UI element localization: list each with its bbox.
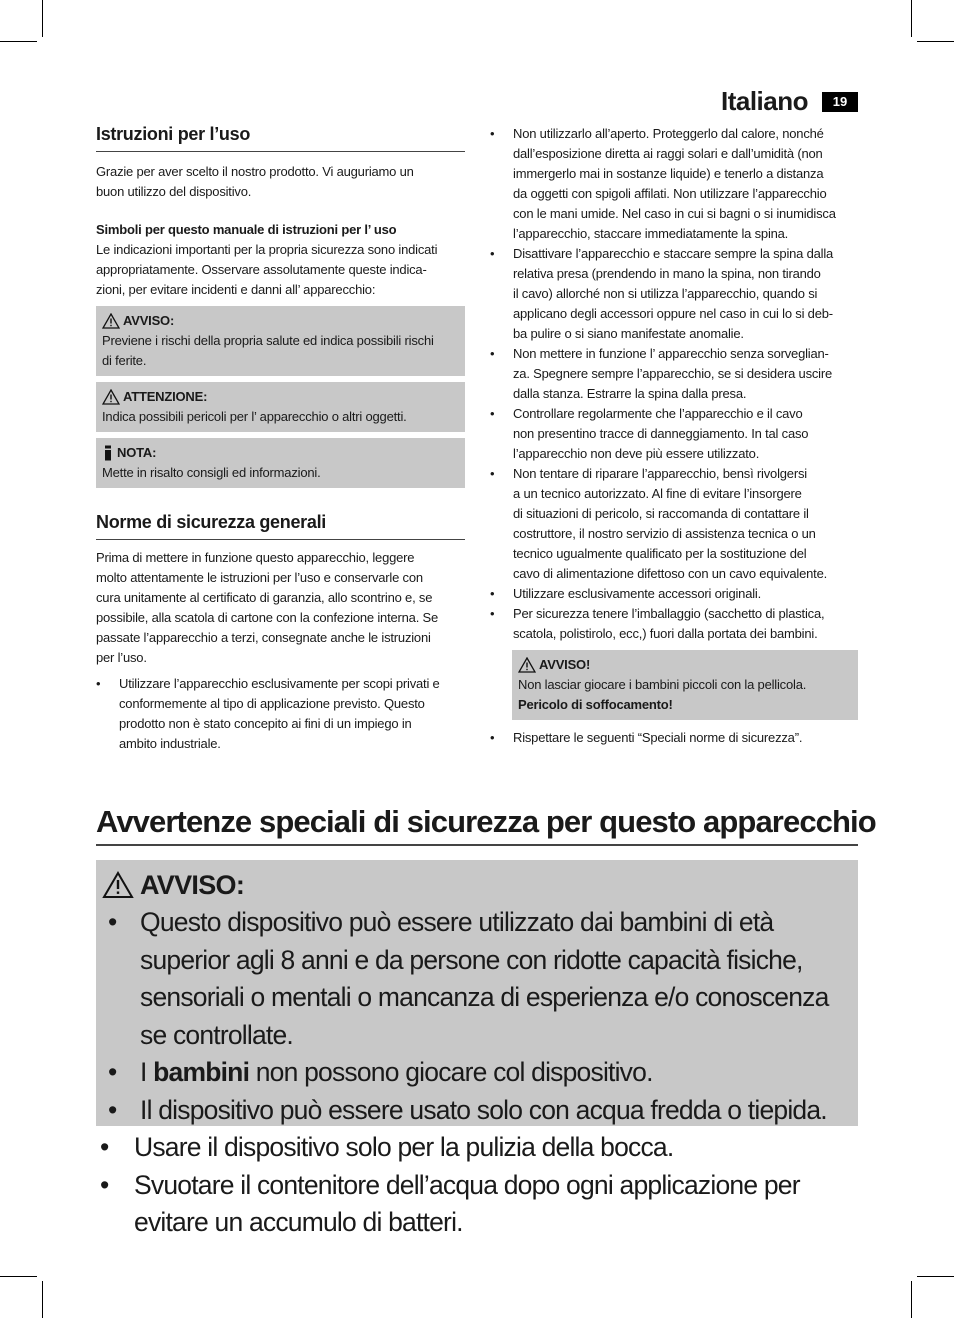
text-line: • Questo dispositivo può essere utilizzato dai bambini di età bbox=[140, 907, 774, 937]
intro-text bbox=[96, 162, 465, 202]
notice-title: AVVISO! bbox=[539, 657, 591, 672]
warning-triangle-icon bbox=[102, 389, 120, 405]
text-line: relativa presa (prendendo in mano la spina, non tirando bbox=[513, 266, 821, 281]
crop-mark bbox=[0, 41, 37, 42]
right-column bbox=[490, 124, 858, 748]
text-line: passate l’apparecchio a terzi, consegnate anche le istruzioni bbox=[96, 630, 431, 645]
text-line: • Non tentare di riparare l’apparecchio, bensì rivolgersi bbox=[513, 466, 807, 481]
list-item bbox=[490, 604, 858, 644]
text-line: possibile, alla scatola di cartone con la confezione interna. Se bbox=[96, 610, 439, 625]
info-icon bbox=[102, 445, 114, 461]
text-line: da oggetti con spigoli affilati. Non utilizzare l’apparecchio bbox=[513, 186, 827, 201]
text-line: appropriatamente. Osservare assolutamente queste indica- bbox=[96, 262, 427, 277]
crop-mark bbox=[42, 1281, 43, 1318]
text-line: cura unitamente al certificato di garanzia, allo scontrino e, se bbox=[96, 590, 433, 605]
text-line: l’apparecchio non deve più essere utilizzato. bbox=[513, 446, 760, 461]
notice-attenzione bbox=[96, 382, 465, 432]
text-line: con le mani umide. Nel caso in cui si bagni o si inumidisca bbox=[513, 206, 836, 221]
text-line: ambito industriale. bbox=[119, 736, 221, 751]
text-line: Mette in risalto consigli ed informazioni. bbox=[102, 465, 321, 480]
symbols-title: Simboli per questo manuale di istruzioni per l’ uso bbox=[96, 222, 397, 237]
text-line: per l’uso. bbox=[96, 650, 147, 665]
left-column bbox=[96, 124, 465, 754]
warning-title: AVVISO: bbox=[140, 869, 245, 900]
crop-mark bbox=[911, 0, 912, 37]
list-item bbox=[490, 124, 858, 244]
notice-nota bbox=[96, 438, 465, 488]
text-line: evitare un accumulo di batteri. bbox=[134, 1207, 463, 1237]
text-line: Pericolo di soffocamento! bbox=[518, 697, 673, 712]
list-item bbox=[490, 344, 858, 404]
text-line: zioni, per evitare incidenti e danni all’ apparecchio: bbox=[96, 282, 376, 297]
text-line: costruttore, il nostro servizio di assistenza tecnica o un bbox=[513, 526, 816, 541]
crop-mark bbox=[917, 1276, 954, 1277]
warning-triangle-icon bbox=[518, 657, 536, 673]
text-line: cavo di alimentazione difettoso con un cavo equivalente. bbox=[513, 566, 828, 581]
list-item: • Usare il dispositivo solo per la pulizia della bocca. bbox=[96, 1129, 858, 1167]
list-item bbox=[490, 464, 858, 584]
text-line: • Non mettere in funzione l’ apparecchio senza sorveglian- bbox=[513, 346, 829, 361]
text-line: • Disattivare l’apparecchio e staccare sempre la spina dalla bbox=[513, 246, 834, 261]
text-span: non possono giocare col dispositivo. bbox=[249, 1057, 653, 1087]
text-line: applicano degli accessori oppure nel caso in cui lo si deb- bbox=[513, 306, 833, 321]
text-line: dall’esposizione diretta ai raggi solari e dall’umidità (non bbox=[513, 146, 823, 161]
special-warning-box bbox=[96, 860, 858, 1126]
text-line: Indica possibili pericoli per l’ apparecchio o altri oggetti. bbox=[102, 409, 407, 424]
text-line: l’apparecchio, staccare immediatamente la spina. bbox=[513, 226, 789, 241]
text-line: buon utilizzo del dispositivo. bbox=[96, 184, 252, 199]
text-line: Grazie per aver scelto il nostro prodotto. Vi auguriamo un bbox=[96, 164, 414, 179]
list-item bbox=[96, 1167, 858, 1242]
special-bullets bbox=[96, 1129, 858, 1242]
notice-avviso-soffocamento bbox=[512, 650, 858, 720]
language-heading: Italiano bbox=[720, 86, 808, 116]
crop-mark bbox=[911, 1281, 912, 1318]
text-line: di ferite. bbox=[102, 353, 147, 368]
notice-avviso bbox=[96, 306, 465, 376]
crop-mark bbox=[917, 41, 954, 42]
text-line: immergerlo mai in sostanze liquide) e tenerlo a distanza bbox=[513, 166, 824, 181]
notice-title: NOTA: bbox=[117, 445, 157, 460]
section-title-norme: Norme di sicurezza generali bbox=[96, 512, 465, 540]
text-line: • Utilizzare esclusivamente accessori originali. bbox=[513, 586, 762, 601]
symbols-text bbox=[96, 240, 465, 300]
text-line: a un tecnico autorizzato. Al fine di evitare l’insorgere bbox=[513, 486, 802, 501]
text-line: tecnico ugualmente qualificato per la sostituzione del bbox=[513, 546, 807, 561]
warning-triangle-icon bbox=[102, 313, 120, 329]
general-text bbox=[96, 548, 465, 668]
page-number: 19 bbox=[822, 92, 858, 112]
text-span: I bbox=[140, 1057, 154, 1087]
text-line: scatola, polistirolo, ecc,) fuori dalla portata dei bambini. bbox=[513, 626, 818, 641]
text-line: il cavo) allorché non si utilizza l’apparecchio, quando si bbox=[513, 286, 818, 301]
text-line: • Per sicurezza tenere l’imballaggio (sacchetto di plastica, bbox=[513, 606, 825, 621]
text-line: non presentino tracce di danneggiamento. In tal caso bbox=[513, 426, 809, 441]
text-line: di situazioni di pericolo, si raccomanda di contattare il bbox=[513, 506, 809, 521]
crop-mark bbox=[0, 1276, 37, 1277]
text-line: Non lasciar giocare i bambini piccoli con la pellicola. bbox=[518, 677, 807, 692]
crop-mark bbox=[42, 0, 43, 37]
text-line: Previene i rischi della propria salute ed indica possibili rischi bbox=[102, 333, 434, 348]
list-item bbox=[490, 244, 858, 344]
text-line: • Svuotare il contenitore dell’acqua dopo ogni applicazione per bbox=[134, 1169, 800, 1200]
text-line: se controllate. bbox=[140, 1019, 293, 1050]
text-line: za. Spegnere sempre l’apparecchio, se si desidera uscire bbox=[513, 366, 833, 381]
notice-title: ATTENZIONE: bbox=[123, 389, 208, 404]
text-line: • Non utilizzarlo all’aperto. Proteggerlo dal calore, nonché bbox=[513, 126, 824, 141]
text-line: • Controllare regolarmente che l’apparecchio e il cavo bbox=[513, 406, 803, 421]
list-item: • Rispettare le seguenti “Speciali norme di sicurezza”. bbox=[490, 728, 858, 748]
list-item bbox=[490, 404, 858, 464]
section-title-istruzioni: Istruzioni per l’uso bbox=[96, 124, 465, 152]
warning-triangle-icon bbox=[102, 871, 134, 899]
special-section-title: Avvertenze speciali di sicurezza per questo apparecchio bbox=[96, 804, 858, 846]
text-line: ba pulire o si siano manifestate anomalie. bbox=[513, 326, 744, 341]
text-line: prodotto non è stato concepito ai fini di un impiego in bbox=[119, 716, 412, 731]
list-item bbox=[96, 674, 465, 754]
text-line: • Utilizzare l’apparecchio esclusivamente per scopi privati e bbox=[119, 676, 440, 691]
list-item bbox=[102, 904, 852, 1054]
text-line: superior agli 8 anni e da persone con ridotte capacità fisiche, bbox=[140, 944, 803, 975]
text-line: Le indicazioni importanti per la propria sicurezza sono indicati bbox=[96, 242, 438, 257]
text-line: sensoriali o mentali o mancanza di esperienza e/o conoscenza bbox=[140, 982, 829, 1012]
text-line: molto attentamente le istruzioni per l’uso e conservarle con bbox=[96, 570, 423, 585]
bold-text: bambini bbox=[153, 1057, 250, 1087]
text-line: dalla stanza. Estrarre la spina dalla presa. bbox=[513, 386, 747, 401]
text-line: Prima di mettere in funzione questo apparecchio, leggere bbox=[96, 550, 415, 565]
notice-title: AVVISO: bbox=[123, 313, 175, 328]
list-item bbox=[490, 584, 858, 604]
list-item bbox=[102, 1054, 852, 1092]
text-line: conformemente al tipo di applicazione previsto. Questo bbox=[119, 696, 425, 711]
list-item: • Il dispositivo può essere usato solo con acqua fredda o tiepida. bbox=[102, 1092, 852, 1130]
